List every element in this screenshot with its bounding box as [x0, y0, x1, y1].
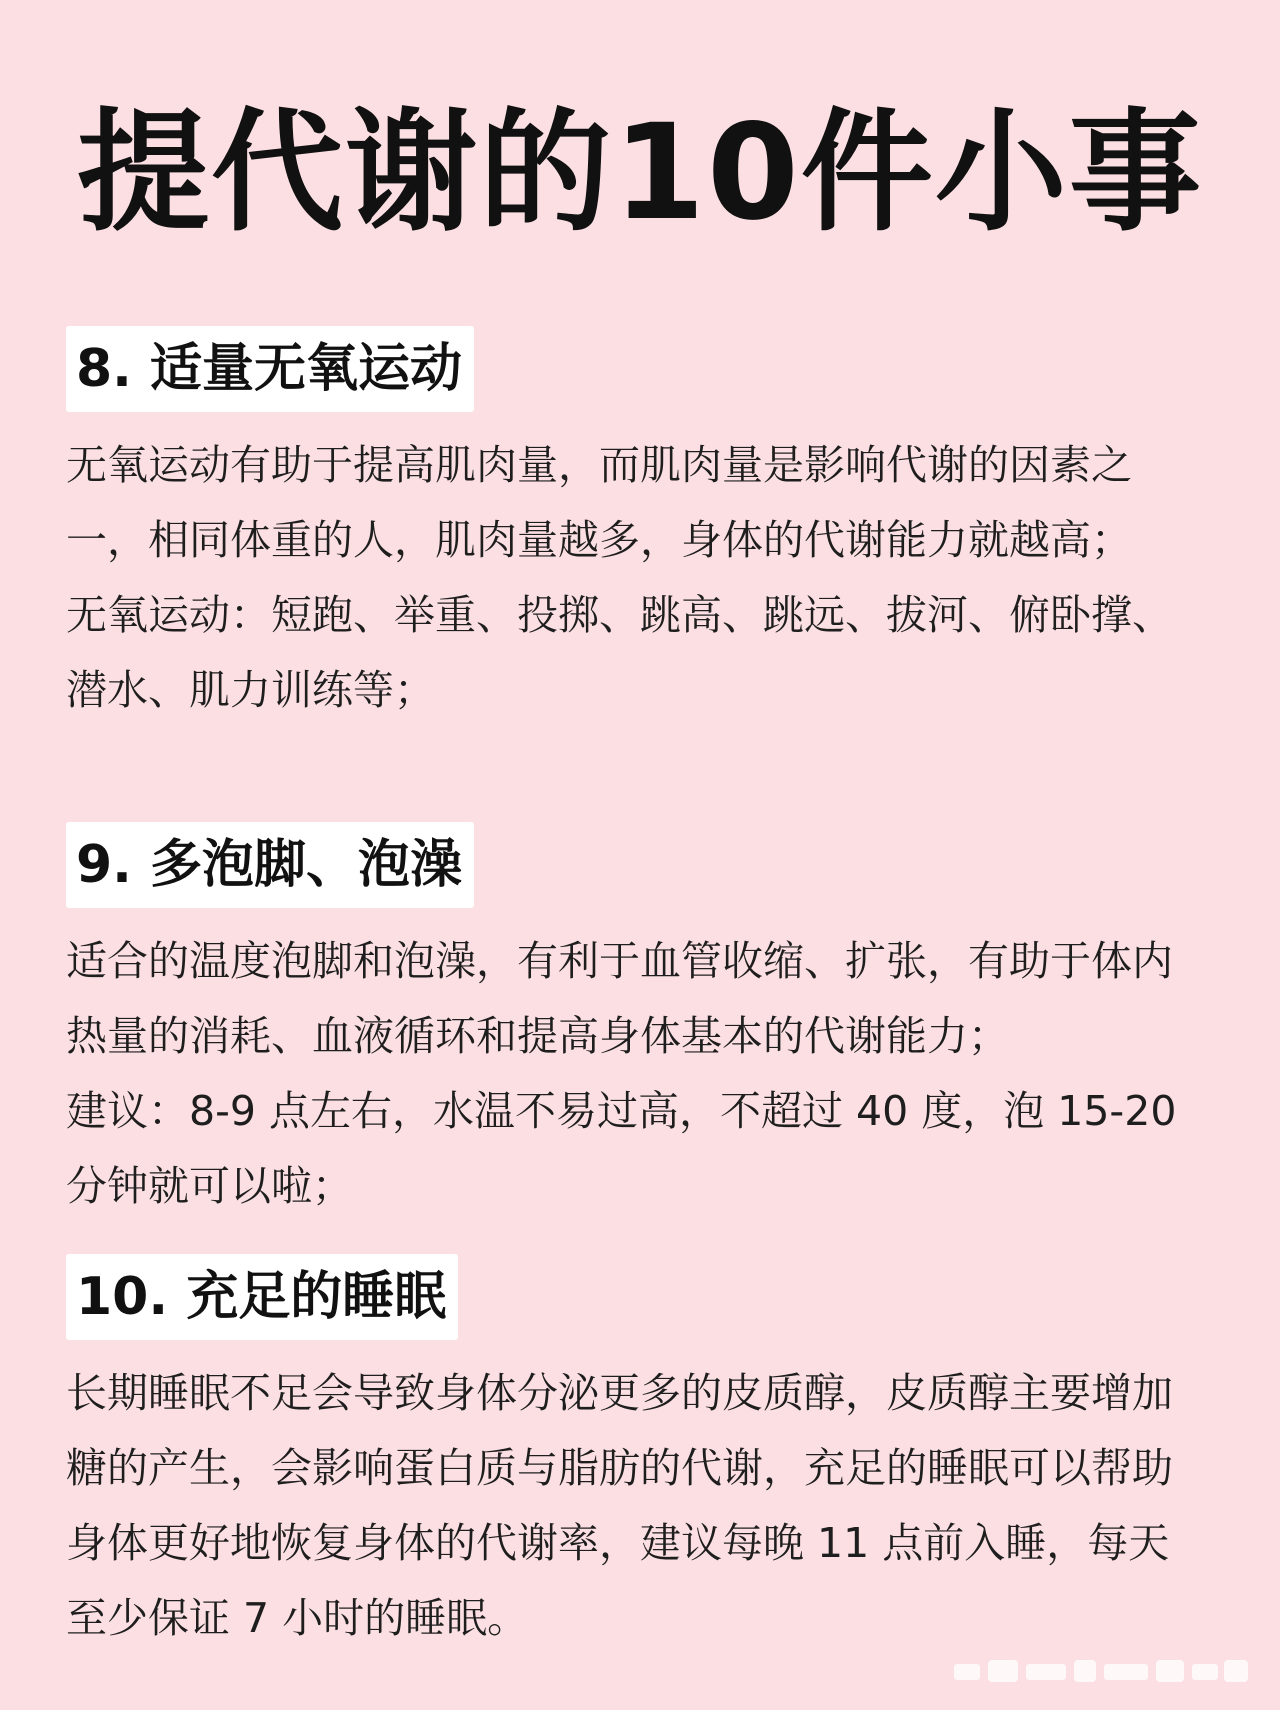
section-9: [66, 822, 1206, 1224]
paragraph: 无氧运动有助于提高肌肉量，而肌肉量是影响代谢的因素之一，相同体重的人，肌肉量越多，身体的代谢能力就越高；: [66, 441, 1132, 564]
section-10: [66, 1254, 1206, 1656]
section-8: [66, 326, 1206, 728]
paragraph: 适合的温度泡脚和泡澡，有利于血管收缩、扩张，有助于体内热量的消耗、血液循环和提高身体基本的代谢能力；: [66, 937, 1173, 1060]
section-heading: 10. 充足的睡眠: [66, 1254, 458, 1340]
section-heading: 8. 适量无氧运动: [66, 326, 474, 412]
watermark-logo: [954, 1654, 1254, 1690]
paragraph: 建议：8-9 点左右，水温不易过高，不超过 40 度，泡 15-20 分钟就可以啦；: [66, 1087, 1177, 1210]
page-title: 提代谢的10件小事: [77, 96, 1203, 250]
section-body: [66, 924, 1206, 1224]
paragraph: 长期睡眠不足会导致身体分泌更多的皮质醇，皮质醇主要增加糖的产生，会影响蛋白质与脂肪的代谢，充足的睡眠可以帮助身体更好地恢复身体的代谢率，建议每晚 11 点前入睡，每天至少保证 7 小时的睡眠。: [66, 1369, 1173, 1642]
section-body: [66, 428, 1206, 728]
section-heading: 9. 多泡脚、泡澡: [66, 822, 474, 908]
paragraph: 无氧运动：短跑、举重、投掷、跳高、跳远、拔河、俯卧撑、潜水、肌力训练等；: [66, 591, 1173, 714]
section-body: [66, 1356, 1206, 1656]
